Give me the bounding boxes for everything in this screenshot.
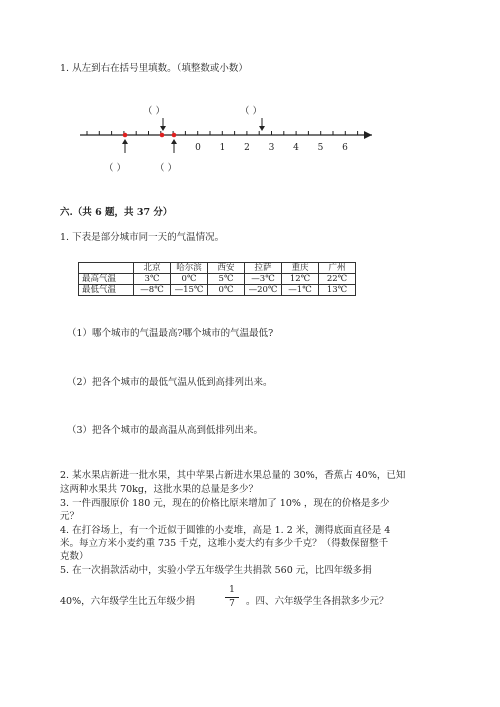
table-cell: 0℃ (171, 274, 208, 285)
row-label: 最低气温 (79, 285, 134, 296)
number-line-ticks (87, 131, 358, 135)
table-header-city: 拉萨 (245, 263, 282, 274)
q4-line1: 4. 在打谷场上，有一个近似于圆锥的小麦堆，高是 1. 2 米，测得底面直径是 4 (60, 525, 391, 536)
fraction-one-seventh (225, 585, 239, 610)
subquestion-2: （2）把各个城市的最低气温从低到高排列出来。 (67, 377, 273, 388)
table-cell: 22℃ (319, 274, 356, 285)
table-cell: —1℃ (282, 285, 319, 296)
table-row (79, 274, 356, 285)
subquestion-3: （3）把各个城市的最高温从高到低排列出来。 (67, 425, 264, 436)
subquestion-1: （1）哪个城市的气温最高?哪个城市的气温最低? (67, 328, 274, 339)
q4-line3: 克数） (60, 551, 89, 562)
q5-line2b: 。四、六年级学生各捐款多少元？ (246, 596, 389, 607)
arrow-up-icon (122, 139, 128, 144)
red-dot (123, 133, 128, 138)
table-header-city: 广州 (319, 263, 356, 274)
table-row (79, 285, 356, 296)
table-cell: —20℃ (245, 285, 282, 296)
table-cell: 5℃ (208, 274, 245, 285)
table-cell: 0℃ (208, 285, 245, 296)
blank-top-left: （ ） (143, 106, 166, 117)
blank-bottom-mid: （ ） (155, 163, 178, 174)
tick-label: 2 (244, 143, 250, 153)
fraction-numerator: 1 (229, 585, 235, 595)
tick-label: 6 (342, 143, 348, 153)
red-dot (172, 133, 177, 138)
arrow-up-icon (171, 139, 177, 144)
q4-line2: 米。每立方米小麦约重 735 千克，这堆小麦大约有多少千克？（得数保留整千 (60, 538, 389, 549)
table-header-blank (79, 263, 134, 274)
tick-label: 4 (293, 143, 299, 153)
q3-line2: 元？ (60, 511, 80, 522)
arrow-right-icon (364, 131, 372, 139)
q2-line2: 这两种水果共 70kg，这批水果的总量是多少？ (60, 484, 258, 495)
arrow-down-icon (259, 126, 265, 131)
table-cell: 13℃ (319, 285, 356, 296)
q5-line2a: 40%，六年级学生比五年级少捐 (60, 596, 196, 607)
blank-bottom-left: （ ） (104, 163, 127, 174)
table-row (79, 263, 356, 274)
arrow-down-icon (160, 126, 166, 131)
blank-top-right: （ ） (240, 106, 263, 117)
fraction-bar (225, 597, 239, 598)
q2-line1: 2. 某水果店新进一批水果，其中苹果占新进水果总量的 30%，香蕉占 40%，已知 (60, 470, 406, 481)
table-cell: —15℃ (171, 285, 208, 296)
table-cell: —3℃ (245, 274, 282, 285)
table-header-city: 哈尔滨 (171, 263, 208, 274)
tick-label: 5 (317, 143, 324, 153)
table-header-city: 北京 (134, 263, 171, 274)
section-heading: 六.（共 6 题，共 37 分） (60, 207, 173, 218)
table-cell: —8℃ (134, 285, 171, 296)
q5-line1: 5. 在一次捐款活动中，实验小学五年级学生共捐款 560 元，比四年级多捐 (60, 565, 372, 576)
fraction-denominator: 7 (229, 599, 235, 609)
red-dot (160, 133, 165, 138)
tick-label: 1 (219, 143, 226, 153)
table-cell: 12℃ (282, 274, 319, 285)
q3-line1: 3. 一件西服原价 180 元，现在的价格比原来增加了 10% ，现在的价格是多少 (60, 498, 390, 509)
tick-label: 3 (268, 143, 275, 153)
row-label: 最高气温 (79, 274, 134, 285)
table-question-intro: 1. 下表是部分城市同一天的气温情况。 (60, 232, 225, 243)
table-header-city: 重庆 (282, 263, 319, 274)
table-header-city: 西安 (208, 263, 245, 274)
q1-text: 1. 从左到右在括号里填数。（填整数或小数） (60, 63, 248, 74)
temperature-table (78, 262, 356, 296)
table-cell: 3℃ (134, 274, 171, 285)
tick-label: 0 (195, 143, 201, 153)
